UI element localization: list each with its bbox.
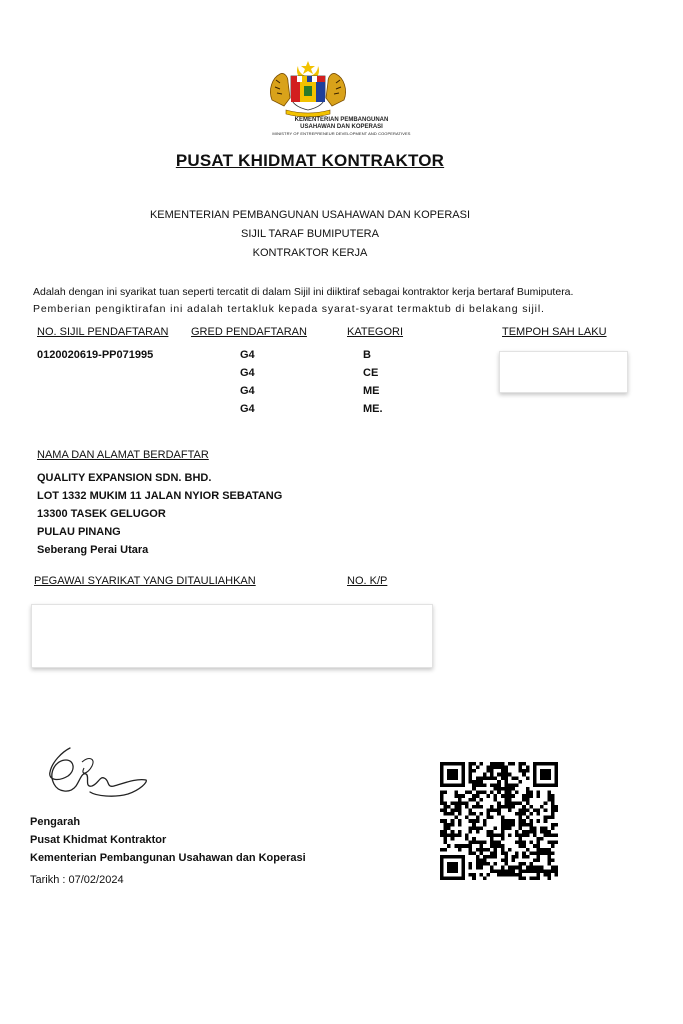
category-value: CE [363,367,379,379]
category-value: ME [363,385,380,397]
address-line: 13300 TASEK GELUGOR [37,508,166,520]
header-validity-period: TEMPOH SAH LAKU [502,326,607,338]
grade-value: G4 [240,349,255,361]
validity-period-box [499,351,628,393]
grade-value: G4 [240,403,255,415]
qr-code-icon [440,762,558,880]
subtitle-certificate-type: SIJIL TARAF BUMIPUTERA [241,228,379,240]
company-name: QUALITY EXPANSION SDN. BHD. [37,472,212,484]
category-value: B [363,349,371,361]
ministry-name-line-1: KEMENTERIAN PEMBANGUNAN [294,117,389,123]
subtitle-contractor-type: KONTRAKTOR KERJA [252,247,368,259]
document-title: PUSAT KHIDMAT KONTRAKTOR [175,151,445,170]
signatory-title: Pengarah [30,816,81,828]
subtitle-ministry: KEMENTERIAN PEMBANGUNAN USAHAWAN DAN KOPERASI [149,209,471,221]
header-registration-number: NO. SIJIL PENDAFTARAN [37,326,169,338]
header-category: KATEGORI [347,326,404,338]
signature-icon [40,742,150,804]
statement-line-2: Pemberian pengiktirafan ini adalah tertakluk kepada syarat-syarat termaktub di belakang sijil. [33,303,545,315]
registration-number: 0120020619-PP071995 [37,349,154,361]
authorized-officer-box [31,604,433,668]
address-line: PULAU PINANG [37,526,121,538]
address-line: LOT 1332 MUKIM 11 JALAN NYIOR SEBATANG [37,490,283,502]
signatory-office: Pusat Khidmat Kontraktor [30,834,167,846]
ic-number-heading: NO. K/P [347,575,388,587]
statement-line-1: Adalah dengan ini syarikat tuan seperti tercatit di dalam Sijil ini diiktiraf sebagai kontraktor kerja bertaraf Bumiputera. [33,286,574,298]
authorized-officer-heading: PEGAWAI SYARIKAT YANG DITAULIAHKAN [34,575,256,587]
grade-value: G4 [240,367,255,379]
grade-value: G4 [240,385,255,397]
coat-of-arms-icon [266,60,350,118]
signatory-ministry: Kementerian Pembangunan Usahawan dan Koperasi [30,852,306,864]
address-line: Seberang Perai Utara [37,544,149,556]
issue-date: Tarikh : 07/02/2024 [30,874,124,886]
header-grade: GRED PENDAFTARAN [191,326,307,338]
ministry-name-english: MINISTRY OF ENTREPRENEUR DEVELOPMENT AND COOPERATIVES [272,131,411,136]
address-heading: NAMA DAN ALAMAT BERDAFTAR [37,449,209,461]
category-value: ME. [363,403,383,415]
ministry-name-line-2: USAHAWAN DAN KOPERASI [300,124,383,130]
